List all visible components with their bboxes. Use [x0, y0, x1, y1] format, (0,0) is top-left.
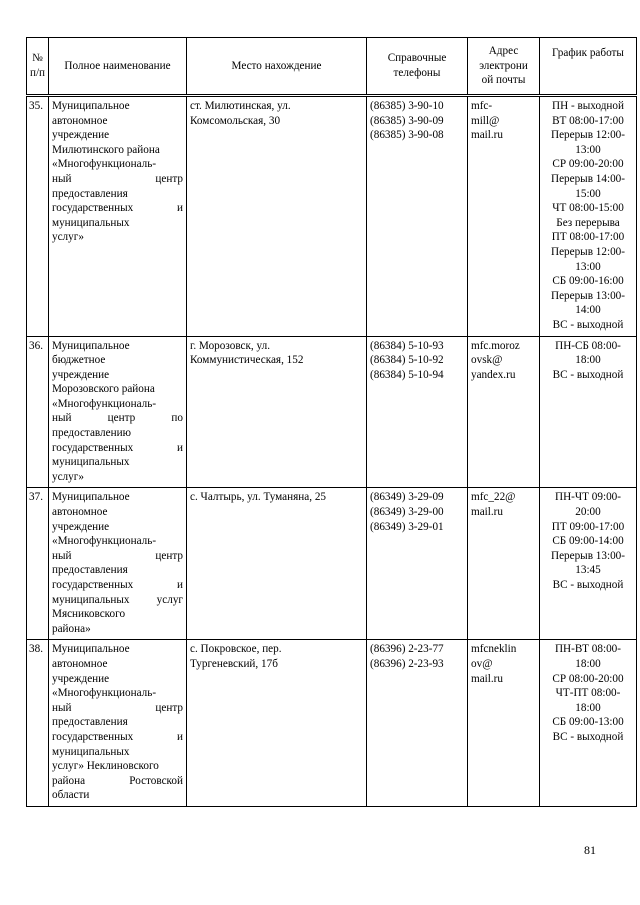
email-line: mfcneklin: [471, 643, 517, 656]
email-line: mail.ru: [471, 129, 504, 142]
name-line: «Многофункциональ-: [52, 535, 157, 548]
name-line: муниципальных услуг: [52, 593, 183, 606]
name-line: учреждение: [52, 368, 110, 381]
schedule-line: 13:00: [575, 260, 601, 273]
name-line: муниципальных: [52, 456, 130, 469]
location-line: с. Чалтырь, ул. Туманяна, 25: [190, 491, 327, 504]
cell-email: [468, 96, 540, 337]
schedule-line: 15:00: [575, 187, 601, 200]
schedule-line: ПН-ЧТ 09:00-: [555, 491, 621, 504]
cell-location: [187, 96, 367, 337]
name-line: предоставлению: [52, 427, 131, 440]
email-line: yandex.ru: [471, 368, 516, 381]
cell-phones: [367, 640, 468, 807]
name-line: «Многофункциональ-: [52, 158, 157, 171]
name-line: услуг»: [52, 231, 84, 244]
mfc-table: [26, 37, 637, 807]
email-line: ovsk@: [471, 354, 503, 367]
name-line: «Многофункциональ-: [52, 687, 157, 700]
cell-email: [468, 336, 540, 488]
location-line: ст. Милютинская, ул.: [190, 100, 291, 112]
location-line: Коммунистическая, 152: [190, 354, 304, 367]
schedule-line: Без перерыва: [556, 216, 620, 229]
email-line: mfc-: [471, 100, 493, 112]
email-line: mfc.moroz: [471, 339, 520, 352]
phones-line: (86385) 3-90-10: [370, 100, 444, 112]
table-row: [27, 640, 637, 807]
schedule-line: ПН - выходной: [552, 100, 624, 112]
schedule-line: ВС - выходной: [552, 368, 624, 381]
cell-name: [49, 640, 187, 807]
schedule-line: ВС - выходной: [552, 579, 624, 591]
table-row: [27, 336, 637, 488]
header-num-line: №: [32, 52, 43, 65]
location-line: с. Покровское, пер.: [190, 643, 282, 656]
cell-name: [49, 96, 187, 337]
header-num: [27, 38, 49, 96]
name-line: государственных и: [52, 730, 183, 743]
cell-email: [468, 488, 540, 640]
phones-line: (86384) 5-10-92: [370, 354, 444, 367]
schedule-line: СБ 09:00-13:00: [552, 716, 624, 729]
name-line: бюджетное: [52, 354, 106, 367]
name-line: «Многофункциональ-: [52, 397, 157, 410]
schedule-line: ПТ 09:00-17:00: [551, 520, 625, 533]
schedule-line: 20:00: [575, 506, 601, 519]
cell-num: 37.: [27, 488, 49, 640]
header-phones-line: Справочные: [387, 52, 447, 65]
header-num-line: п/п: [29, 67, 46, 79]
schedule-line: ПН-СБ 08:00-: [555, 339, 621, 352]
name-line: Муниципальное: [52, 643, 130, 656]
name-line: ный центр: [52, 172, 183, 185]
name-line: муниципальных: [52, 216, 130, 229]
name-line: предоставления: [52, 187, 128, 200]
email-line: mill@: [471, 114, 500, 127]
name-line: района»: [52, 622, 91, 635]
name-line: Муниципальное: [52, 100, 130, 112]
table-header-row: [27, 38, 637, 96]
name-line: услуг»: [52, 470, 84, 483]
header-name: Полное наименование: [49, 38, 187, 96]
cell-schedule: [540, 488, 637, 640]
schedule-line: ВС - выходной: [552, 318, 624, 331]
schedule-line: ЧТ-ПТ 08:00-: [555, 687, 621, 700]
cell-location: [187, 488, 367, 640]
schedule-line: ВС - выходной: [552, 730, 624, 743]
name-line: района Ростовской: [52, 774, 183, 787]
schedule-line: СБ 09:00-16:00: [552, 275, 624, 288]
name-line: государственных и: [52, 441, 183, 454]
schedule-line: Перерыв 14:00-: [550, 172, 625, 185]
phones-line: (86396) 2-23-77: [370, 643, 444, 656]
cell-name: [49, 336, 187, 488]
schedule-line: 18:00: [575, 701, 601, 714]
schedule-line: Перерыв 13:00-: [550, 549, 625, 562]
name-line: государственных и: [52, 202, 183, 215]
header-phones-line: телефоны: [393, 67, 441, 79]
header-phones: [367, 38, 468, 96]
schedule-line: СР 08:00-20:00: [552, 672, 624, 685]
table-row: [27, 96, 637, 337]
page-number: 81: [584, 843, 596, 857]
email-line: mail.ru: [471, 506, 504, 519]
name-line: государственных и: [52, 579, 183, 591]
schedule-line: ЧТ 08:00-15:00: [552, 202, 624, 215]
schedule-line: 14:00: [575, 304, 601, 317]
name-line: учреждение: [52, 129, 110, 142]
email-line: ov@: [471, 657, 493, 670]
schedule-line: ПТ 08:00-17:00: [551, 231, 625, 244]
name-line: предоставления: [52, 564, 128, 577]
cell-schedule: [540, 640, 637, 807]
schedule-line: СР 09:00-20:00: [552, 158, 624, 171]
location-line: Комсомольская, 30: [190, 114, 281, 127]
location-line: г. Морозовск, ул.: [190, 339, 271, 352]
cell-phones: [367, 336, 468, 488]
name-line: учреждение: [52, 672, 110, 685]
name-line: Морозовского района: [52, 383, 155, 396]
name-line: услуг» Неклиновского: [52, 760, 159, 773]
table-row: [27, 488, 637, 640]
schedule-line: ПН-ВТ 08:00-: [554, 643, 622, 656]
email-line: mfc_22@: [471, 491, 516, 504]
schedule-line: ВТ 08:00-17:00: [552, 114, 624, 127]
phones-line: (86385) 3-90-08: [370, 129, 444, 142]
schedule-line: Перерыв 12:00-: [550, 129, 625, 142]
name-line: Мясниковского: [52, 608, 126, 621]
name-line: Муниципальное: [52, 491, 130, 504]
name-line: автономное: [52, 114, 108, 127]
phones-line: (86396) 2-23-93: [370, 657, 444, 670]
name-line: Муниципальное: [52, 339, 130, 352]
cell-schedule: [540, 96, 637, 337]
location-line: Тургеневский, 17б: [190, 657, 278, 670]
name-line: ный центр по: [52, 412, 183, 425]
phones-line: (86349) 3-29-09: [370, 491, 444, 504]
name-line: ный центр: [52, 549, 183, 562]
cell-num: 38.: [27, 640, 49, 807]
schedule-line: СБ 09:00-14:00: [552, 535, 624, 548]
phones-line: (86349) 3-29-00: [370, 506, 444, 519]
name-line: предоставления: [52, 716, 128, 729]
cell-name: [49, 488, 187, 640]
schedule-line: 18:00: [575, 354, 601, 367]
name-line: области: [52, 789, 90, 802]
schedule-line: 13:00: [575, 143, 601, 156]
cell-phones: [367, 96, 468, 337]
header-schedule: График работы: [540, 38, 637, 96]
name-line: Милютинского района: [52, 143, 160, 156]
header-email-line: Адрес: [488, 45, 519, 58]
phones-line: (86384) 5-10-93: [370, 339, 444, 352]
cell-num: 36.: [27, 336, 49, 488]
schedule-line: 18:00: [575, 657, 601, 670]
name-line: муниципальных: [52, 745, 130, 758]
phones-line: (86349) 3-29-01: [370, 520, 444, 533]
name-line: ный центр: [52, 701, 183, 714]
cell-num: 35.: [27, 96, 49, 337]
cell-email: [468, 640, 540, 807]
header-email-line: электрони: [479, 59, 528, 72]
schedule-line: 13:45: [575, 564, 601, 577]
cell-phones: [367, 488, 468, 640]
name-line: автономное: [52, 506, 108, 519]
phones-line: (86385) 3-90-09: [370, 114, 444, 127]
schedule-line: Перерыв 13:00-: [550, 289, 625, 302]
cell-schedule: [540, 336, 637, 488]
phones-line: (86384) 5-10-94: [370, 368, 444, 381]
cell-location: [187, 640, 367, 807]
header-email: [468, 38, 540, 96]
name-line: автономное: [52, 657, 108, 670]
email-line: mail.ru: [471, 672, 504, 685]
schedule-line: Перерыв 12:00-: [550, 245, 625, 258]
cell-location: [187, 336, 367, 488]
header-email-line: ой почты: [481, 74, 526, 87]
name-line: учреждение: [52, 520, 110, 533]
header-location: Место нахождение: [187, 38, 367, 96]
